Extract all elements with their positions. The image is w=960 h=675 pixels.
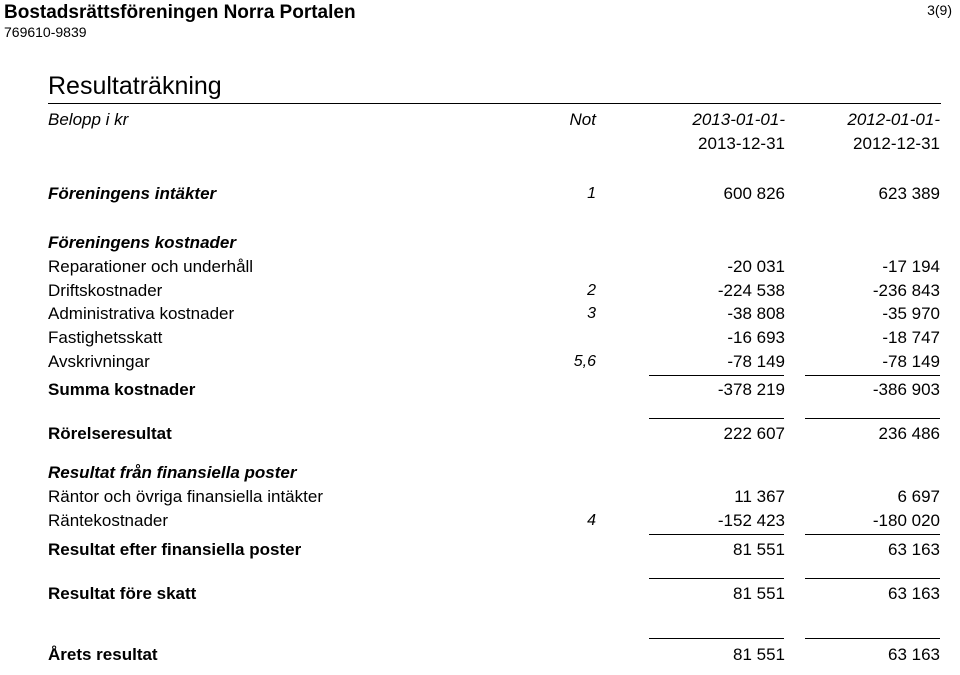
financial-row-value-2013: -152 423 (717, 511, 785, 530)
subtotal-rule (649, 534, 784, 535)
organization-name: Bostadsrättsföreningen Norra Portalen (4, 2, 356, 23)
subtotal-rule (649, 578, 784, 579)
net-result-value-2013: 81 551 (733, 645, 785, 664)
cost-row-value-2012: -236 843 (872, 281, 940, 300)
note-column-header: Not (569, 110, 596, 129)
before-tax-value-2012: 63 163 (888, 584, 940, 603)
subtotal-rule (805, 375, 940, 376)
cost-row-note: 2 (587, 282, 596, 299)
income-value-2013: 600 826 (723, 184, 785, 203)
cost-row-label: Reparationer och underhåll (48, 257, 254, 276)
cost-row-value-2012: -78 149 (882, 352, 940, 371)
sum-costs-label: Summa kostnader (48, 380, 196, 399)
financial-heading: Resultat från finansiella poster (48, 463, 297, 482)
before-tax-label: Resultat före skatt (48, 584, 197, 603)
sum-costs-value-2012: -386 903 (872, 380, 940, 399)
after-financial-label: Resultat efter finansiella poster (48, 540, 302, 559)
cost-row-note: 5,6 (573, 353, 596, 370)
cost-row-value-2012: -18 747 (882, 328, 940, 347)
cost-row-note: 3 (587, 305, 596, 322)
financial-row-value-2012: 6 697 (897, 487, 940, 506)
subtotal-rule (805, 578, 940, 579)
net-result-label: Årets resultat (48, 645, 158, 664)
cost-row-value-2013: -16 693 (727, 328, 785, 347)
financial-row-value-2013: 11 367 (734, 487, 785, 506)
financial-row-note: 4 (587, 512, 596, 529)
subtotal-rule (805, 534, 940, 535)
subtotal-rule (649, 418, 784, 419)
cost-row-value-2012: -17 194 (882, 257, 940, 276)
cost-row-label: Avskrivningar (48, 352, 150, 371)
operating-result-label: Rörelseresultat (48, 424, 172, 443)
after-financial-value-2013: 81 551 (733, 540, 785, 559)
financial-row-label: Räntor och övriga finansiella intäkter (48, 487, 323, 506)
sum-costs-value-2013: -378 219 (717, 380, 785, 399)
cost-row-value-2013: -20 031 (727, 257, 785, 276)
period1-header-end: 2013-12-31 (698, 134, 785, 153)
page-number: 3(9) (927, 2, 952, 18)
cost-row-label: Fastighetsskatt (48, 328, 163, 347)
cost-row-label: Administrativa kostnader (48, 304, 235, 323)
period2-header-end: 2012-12-31 (853, 134, 940, 153)
financial-row-value-2012: -180 020 (872, 511, 940, 530)
organization-number: 769610-9839 (4, 24, 87, 40)
cost-row-value-2013: -38 808 (727, 304, 785, 323)
subtotal-rule (649, 375, 784, 376)
total-rule (649, 638, 784, 639)
page-title: Resultaträkning (48, 72, 222, 100)
operating-result-value-2013: 222 607 (723, 424, 785, 443)
income-note: 1 (587, 185, 596, 202)
cost-row-value-2013: -78 149 (727, 352, 785, 371)
income-value-2012: 623 389 (878, 184, 940, 203)
period2-header-start: 2012-01-01- (847, 110, 940, 129)
operating-result-value-2012: 236 486 (878, 424, 940, 443)
cost-row-value-2013: -224 538 (717, 281, 785, 300)
title-divider (48, 103, 941, 104)
cost-row-label: Driftskostnader (48, 281, 163, 300)
total-rule (805, 638, 940, 639)
amount-unit-label: Belopp i kr (48, 110, 129, 129)
costs-heading: Föreningens kostnader (48, 233, 236, 252)
after-financial-value-2012: 63 163 (888, 540, 940, 559)
net-result-value-2012: 63 163 (888, 645, 940, 664)
before-tax-value-2013: 81 551 (733, 584, 785, 603)
period1-header-start: 2013-01-01- (692, 110, 785, 129)
financial-row-label: Räntekostnader (48, 511, 169, 530)
income-label: Föreningens intäkter (48, 184, 217, 203)
cost-row-value-2012: -35 970 (882, 304, 940, 323)
subtotal-rule (805, 418, 940, 419)
